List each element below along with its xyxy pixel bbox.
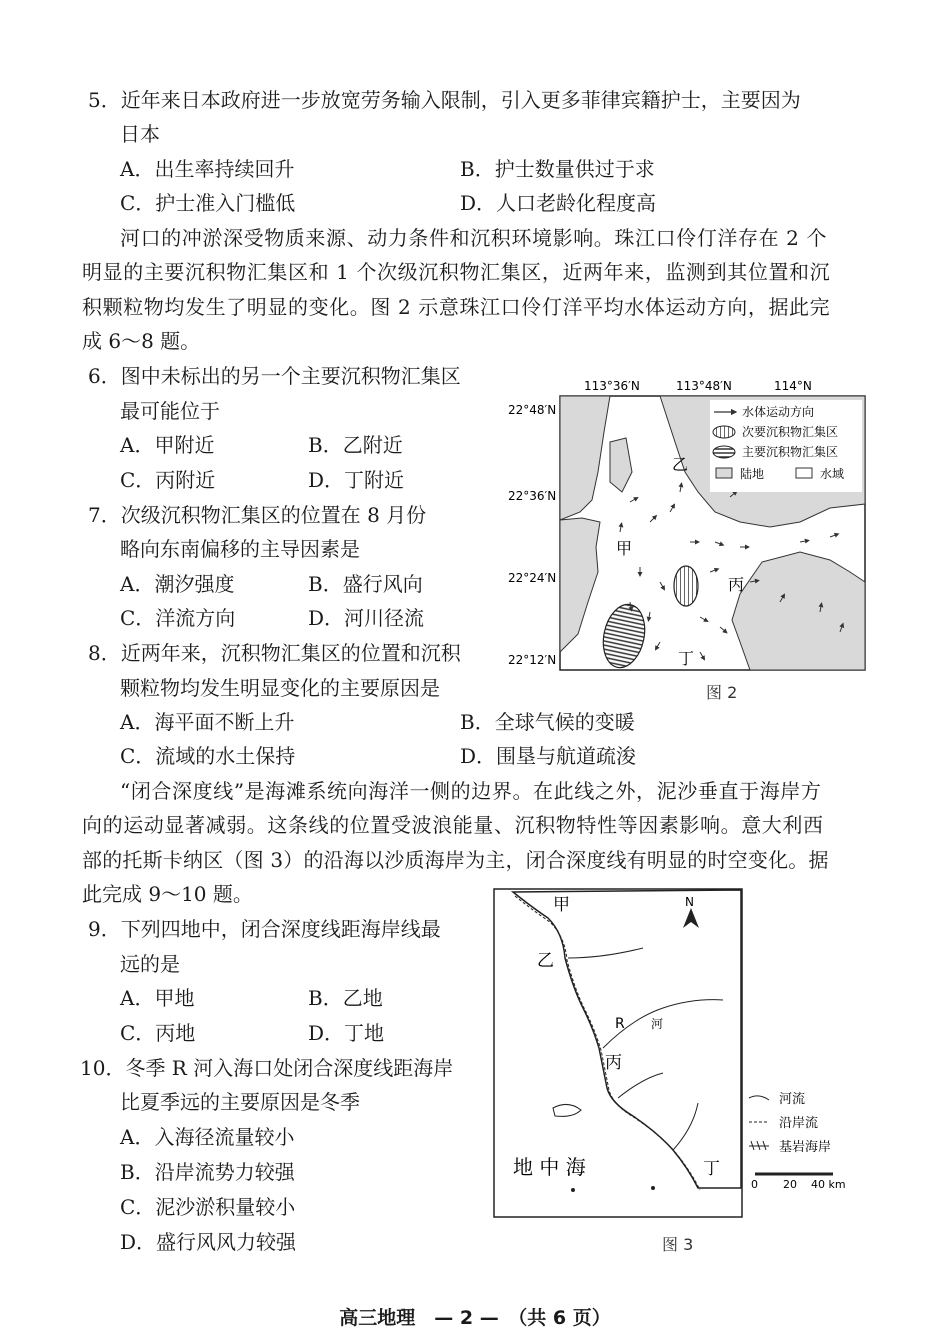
lat-label: 22°12′N bbox=[508, 653, 557, 667]
legend-land-icon bbox=[716, 468, 732, 478]
river-suffix: 河 bbox=[651, 1017, 664, 1031]
q8-option-a: A．海平面不断上升 bbox=[120, 710, 295, 734]
place-label: 乙 bbox=[537, 951, 554, 971]
q10-option-d: D．盛行风风力较强 bbox=[120, 1230, 297, 1254]
q10-stem: 10．冬季 R 河入海口处闭合深度线距海岸 bbox=[80, 1056, 454, 1080]
page-footer: 高三地理 — 2 — （共 6 页） bbox=[339, 1307, 611, 1329]
q8-stem: 8．近两年来，沉积物汇集区的位置和沉积 bbox=[88, 641, 461, 665]
q8-option-d: D．围垦与航道疏浚 bbox=[460, 744, 637, 768]
secondary-sediment-zone bbox=[674, 566, 698, 606]
place-label: 乙 bbox=[672, 455, 689, 474]
legend-secondary-icon bbox=[713, 426, 735, 438]
q9-option-c: C．丙地 bbox=[120, 1021, 196, 1045]
q9-stem: 9．下列四地中，闭合深度线距海岸线最 bbox=[88, 917, 441, 941]
north-label: N bbox=[685, 895, 694, 909]
q6-option-a: A．甲附近 bbox=[120, 433, 215, 457]
passage2-line: 部的托斯卡纳区（图 3）的沿海以沙质海岸为主，闭合深度线有明显的时空变化。据 bbox=[82, 848, 829, 872]
q7-stem: 7．次级沉积物汇集区的位置在 8 月份 bbox=[88, 503, 427, 527]
q10-option-c: C．泥沙淤积量较小 bbox=[120, 1195, 296, 1219]
q7-stem-cont: 略向东南偏移的主导因素是 bbox=[120, 537, 360, 561]
q6-option-c: C．丙附近 bbox=[120, 468, 216, 492]
lon-label: 113°36′N bbox=[584, 379, 640, 393]
place-label: 甲 bbox=[553, 895, 570, 915]
island bbox=[651, 1186, 655, 1190]
q5-stem: 5．近年来日本政府进一步放宽劳务输入限制，引入更多菲律宾籍护士，主要因为 bbox=[88, 88, 801, 112]
legend-main-icon bbox=[713, 446, 735, 458]
lat-label: 22°36′N bbox=[508, 489, 557, 503]
q9-option-b: B．乙地 bbox=[308, 986, 383, 1010]
q8-stem-cont: 颗粒物均发生明显变化的主要原因是 bbox=[120, 676, 440, 700]
q6-stem: 6．图中未标出的另一个主要沉积物汇集区 bbox=[88, 364, 461, 388]
q7-option-a: A．潮汐强度 bbox=[120, 572, 235, 596]
river-label: R bbox=[615, 1016, 625, 1032]
lon-label: 113°48′N bbox=[676, 379, 732, 393]
lon-label: 114°N bbox=[774, 379, 812, 393]
fig2-legend bbox=[710, 400, 862, 492]
q8-option-c: C．流域的水土保持 bbox=[120, 744, 296, 768]
figure-3-caption: 图 3 bbox=[662, 1235, 694, 1254]
passage1-line: 积颗粒物均发生了明显的变化。图 2 示意珠江口伶仃洋平均水体运动方向，据此完 bbox=[82, 295, 831, 319]
q10-option-b: B．沿岸流势力较强 bbox=[120, 1160, 295, 1184]
legend-label: 水域 bbox=[820, 467, 845, 481]
q5-option-a: A．出生率持续回升 bbox=[120, 157, 295, 181]
q5-stem-cont: 日本 bbox=[120, 122, 160, 146]
q6-option-d: D．丁附近 bbox=[308, 468, 405, 492]
legend-label: 沿岸流 bbox=[779, 1116, 819, 1131]
scale-label: 20 bbox=[783, 1178, 797, 1191]
figure-3-map bbox=[493, 888, 858, 1220]
place-label: 甲 bbox=[616, 539, 633, 558]
island bbox=[571, 1188, 575, 1192]
q10-option-a: A．入海径流量较小 bbox=[120, 1125, 295, 1149]
q9-option-d: D．丁地 bbox=[308, 1021, 385, 1045]
q7-option-b: B．盛行风向 bbox=[308, 572, 423, 596]
q9-option-a: A．甲地 bbox=[120, 986, 195, 1010]
q6-option-b: B．乙附近 bbox=[308, 433, 403, 457]
passage1-line: 河口的冲淤深受物质来源、动力条件和沉积环境影响。珠江口伶仃洋存在 2 个 bbox=[120, 226, 828, 250]
legend-label: 河流 bbox=[779, 1092, 806, 1107]
q7-option-d: D．河川径流 bbox=[308, 606, 425, 630]
q6-stem-cont: 最可能位于 bbox=[120, 399, 220, 423]
q9-stem-cont: 远的是 bbox=[120, 952, 180, 976]
passage1-line: 成 6～8 题。 bbox=[82, 329, 201, 353]
place-label: 丁 bbox=[678, 649, 695, 668]
passage1-line: 明显的主要沉积物汇集区和 1 个次级沉积物汇集区，近两年来，监测到其位置和沉 bbox=[82, 260, 831, 284]
legend-label: 次要沉积物汇集区 bbox=[742, 425, 839, 439]
figure-2-caption: 图 2 bbox=[706, 683, 738, 702]
place-label: 丙 bbox=[728, 575, 745, 594]
legend-label: 基岩海岸 bbox=[779, 1140, 832, 1155]
passage2-line: 此完成 9～10 题。 bbox=[82, 882, 253, 906]
q5-option-d: D．人口老龄化程度高 bbox=[460, 191, 657, 215]
passage2-line: 向的运动显著减弱。这条线的位置受波浪能量、沉积物特性等因素影响。意大利西 bbox=[82, 813, 824, 837]
q5-option-c: C．护士准入门槛低 bbox=[120, 191, 296, 215]
q8-option-b: B．全球气候的变暖 bbox=[460, 710, 635, 734]
scale-label: 40 km bbox=[811, 1178, 846, 1191]
lat-label: 22°48′N bbox=[508, 403, 557, 417]
legend-label: 陆地 bbox=[740, 467, 765, 481]
sea-label: 地 中 海 bbox=[513, 1155, 586, 1179]
scale-label: 0 bbox=[751, 1178, 758, 1191]
q10-stem-cont: 比夏季远的主要原因是冬季 bbox=[120, 1090, 360, 1114]
legend-label: 水体运动方向 bbox=[742, 405, 815, 419]
legend-rock-coast-icon bbox=[749, 1141, 769, 1150]
place-label: 丁 bbox=[703, 1159, 720, 1179]
legend-label: 主要沉积物汇集区 bbox=[742, 445, 839, 459]
legend-water-icon bbox=[796, 468, 812, 478]
passage2-line: “闭合深度线”是海滩系统向海洋一侧的边界。在此线之外，泥沙垂直于海岸方 bbox=[120, 779, 822, 803]
place-label: 丙 bbox=[605, 1053, 622, 1073]
q7-option-c: C．洋流方向 bbox=[120, 606, 236, 630]
q5-option-b: B．护士数量供过于求 bbox=[460, 157, 655, 181]
lat-label: 22°24′N bbox=[508, 571, 557, 585]
figure-2-map bbox=[500, 372, 880, 672]
fig3-legend bbox=[749, 1091, 846, 1191]
legend-river-icon bbox=[749, 1096, 769, 1100]
